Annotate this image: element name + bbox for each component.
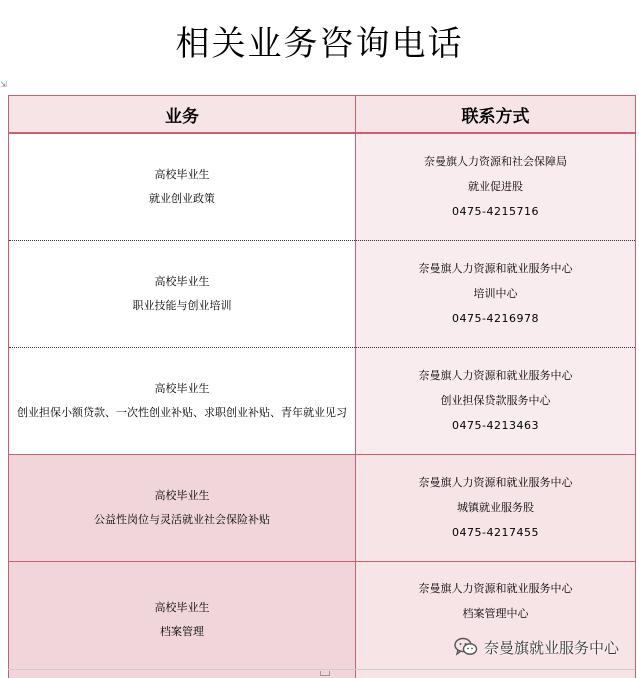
contact-phone: 0475-4213463 bbox=[356, 418, 635, 434]
contact-dept: 档案管理中心 bbox=[356, 606, 635, 622]
business-category: 高校毕业生 bbox=[9, 381, 355, 397]
contact-dept: 创业担保贷款服务中心 bbox=[356, 393, 635, 409]
table-row bbox=[9, 348, 636, 455]
watermark-text: 奈曼旗就业服务中心 bbox=[484, 637, 619, 658]
contact-phone: 0475-4215716 bbox=[356, 204, 635, 220]
contact-cell bbox=[356, 455, 636, 562]
business-topic: 公益性岗位与灵活就业社会保险补贴 bbox=[9, 512, 355, 528]
contact-dept: 城镇就业服务股 bbox=[356, 500, 635, 516]
contact-cell bbox=[356, 348, 636, 455]
table-move-handle-icon[interactable]: ⇲ bbox=[0, 80, 8, 90]
business-category: 高校毕业生 bbox=[9, 274, 355, 290]
wechat-icon bbox=[454, 637, 478, 657]
page-title: 相关业务咨询电话 bbox=[0, 18, 639, 70]
contact-org: 奈曼旗人力资源和就业服务中心 bbox=[356, 475, 635, 491]
business-category: 高校毕业生 bbox=[9, 488, 355, 504]
contact-phone: 0475-4216978 bbox=[356, 311, 635, 327]
table-bottom-edge bbox=[8, 669, 635, 676]
table-row bbox=[9, 133, 636, 241]
business-cell bbox=[9, 562, 356, 678]
contact-org: 奈曼旗人力资源和就业服务中心 bbox=[356, 368, 635, 384]
table-row bbox=[9, 562, 636, 678]
table-row bbox=[9, 241, 636, 348]
business-category: 高校毕业生 bbox=[9, 600, 355, 616]
watermark bbox=[454, 636, 619, 658]
contact-cell bbox=[356, 241, 636, 348]
business-topic: 职业技能与创业培训 bbox=[9, 298, 355, 314]
contact-cell bbox=[356, 133, 636, 241]
contact-phone: 0475-4217455 bbox=[356, 525, 635, 541]
resize-marker-icon[interactable] bbox=[320, 671, 330, 676]
contact-dept: 培训中心 bbox=[356, 286, 635, 302]
contact-org: 奈曼旗人力资源和就业服务中心 bbox=[356, 261, 635, 277]
business-cell bbox=[9, 455, 356, 562]
business-topic: 就业创业政策 bbox=[9, 191, 355, 207]
business-cell bbox=[9, 133, 356, 241]
business-topic: 档案管理 bbox=[9, 624, 355, 640]
contact-dept: 就业促进股 bbox=[356, 179, 635, 195]
business-cell bbox=[9, 241, 356, 348]
contact-org: 奈曼旗人力资源和就业服务中心 bbox=[356, 581, 635, 597]
header-business: 业务 bbox=[9, 96, 356, 134]
business-cell bbox=[9, 348, 356, 455]
contact-org: 奈曼旗人力资源和社会保障局 bbox=[356, 154, 635, 170]
business-category: 高校毕业生 bbox=[9, 167, 355, 183]
header-contact: 联系方式 bbox=[356, 96, 636, 134]
contact-cell bbox=[356, 562, 636, 678]
table-row bbox=[9, 455, 636, 562]
contact-table bbox=[8, 95, 636, 678]
table-header-row bbox=[9, 96, 636, 134]
business-topic: 创业担保小额贷款、一次性创业补贴、求职创业补贴、青年就业见习 bbox=[9, 405, 355, 421]
